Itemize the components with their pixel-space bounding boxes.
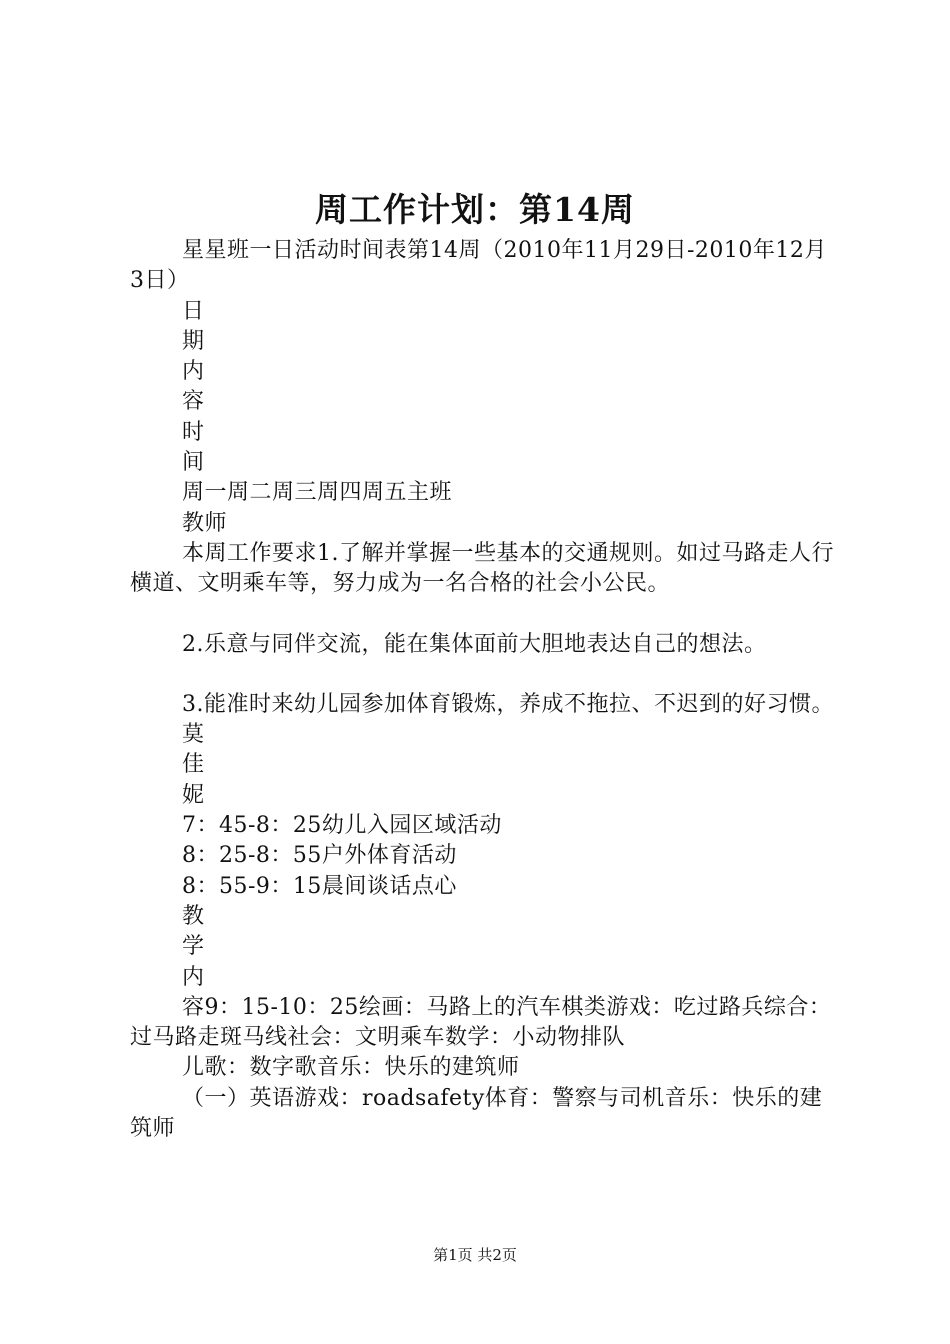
document-body [130,236,835,1144]
requirement-item-1: 本周工作要求1.了解并掌握一些基本的交通规则。如过马路走人行横道、文明乘车等，努力成为一名合格的社会小公民。 [130,540,834,597]
teacher-name-char: 佳 [182,752,205,778]
page-footer: 第1页 共2页 [433,1246,517,1264]
teacher-name-char: 莫 [182,722,205,748]
requirement-item-3: 3.能准时来幼儿园参加体育锻炼，养成不拖拉、不迟到的好习惯。 [182,691,834,717]
teaching-label-char: 学 [182,934,205,960]
table-label-char: 日 [182,298,205,324]
table-label-char: 容 [182,389,205,415]
teacher-label: 教师 [182,510,228,536]
table-label-char: 时 [182,419,205,445]
document-title: 周工作计划：第14周 [315,190,635,229]
table-label-char: 内 [182,359,205,385]
teaching-content: 容9：15-10：25绘画：马路上的汽车棋类游戏：吃过路兵综合：过马路走斑马线社会：文明乘车数学：小动物排队 [130,994,832,1051]
weekday-header: 周一周二周三周四周五主班 [182,480,453,506]
schedule-heading: 星星班一日活动时间表第14周（2010年11月29日-2010年12月3日） [130,238,827,294]
schedule-entry: 8：25-8：55户外体育活动 [182,843,457,869]
teaching-content: 儿歌：数字歌音乐：快乐的建筑师 [182,1055,520,1081]
teaching-content: （一）英语游戏：roadsafety体育：警察与司机音乐：快乐的建筑师 [130,1085,823,1142]
table-label-char: 期 [182,328,205,354]
schedule-entry: 8：55-9：15晨间谈话点心 [182,873,457,899]
teaching-label-char: 内 [182,964,205,990]
teaching-label-char: 教 [182,903,205,929]
requirement-item-2: 2.乐意与同伴交流，能在集体面前大胆地表达自己的想法。 [182,631,767,657]
schedule-entry: 7：45-8：25幼儿入园区域活动 [182,813,502,839]
table-label-char: 间 [182,450,205,476]
teacher-name-char: 妮 [182,782,205,808]
